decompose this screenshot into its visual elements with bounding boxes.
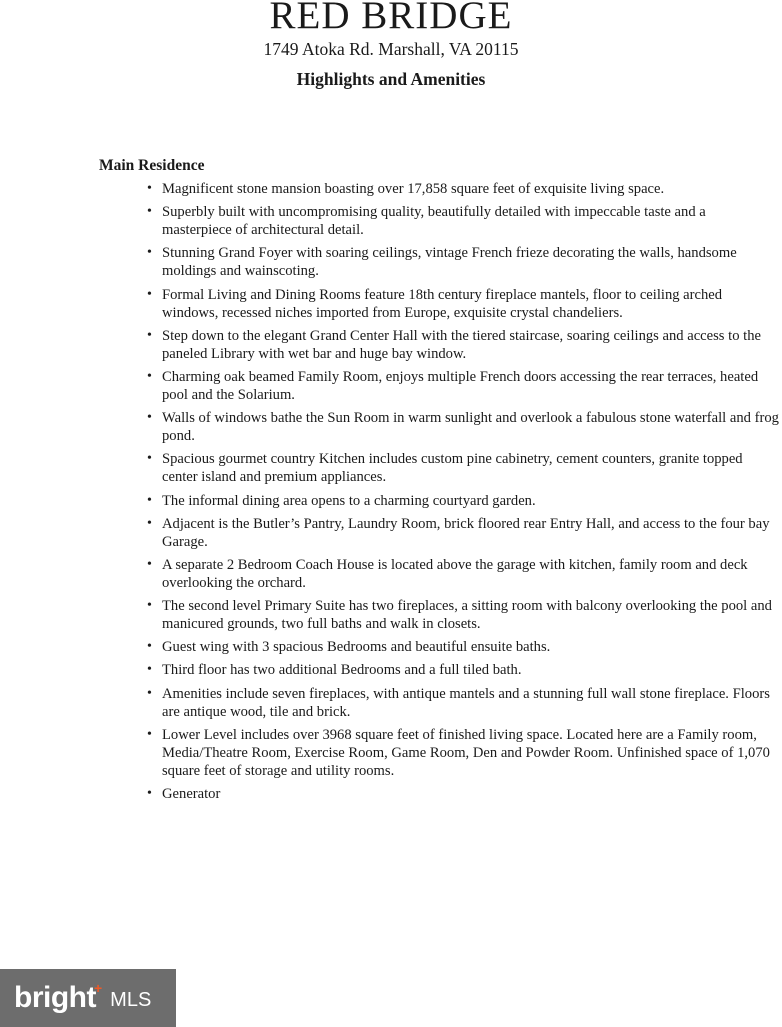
list-item bbox=[147, 638, 779, 656]
list-item-text: Magnificent stone mansion boasting over 17,858 square feet of exquisite living space. bbox=[162, 181, 665, 197]
list-item bbox=[147, 327, 779, 363]
bullet-icon: • bbox=[147, 327, 152, 343]
list-item-text: Guest wing with 3 spacious Bedrooms and beautiful ensuite baths. bbox=[162, 639, 551, 656]
list-item-text: Generator bbox=[162, 786, 221, 802]
list-item-text: Walls of windows bathe the Sun Room in warm sunlight and overlook a fabulous stone waterfall and frog pond. bbox=[162, 410, 779, 445]
list-item bbox=[147, 661, 779, 679]
list-item-text: Adjacent is the Butler’s Pantry, Laundry Room, brick floored rear Entry Hall, and access to the four bay Garage. bbox=[162, 515, 770, 550]
list-item-text: Step down to the elegant Grand Center Hall with the tiered staircase, soaring ceilings and access to the paneled Library with wet bar and huge bay window. bbox=[162, 327, 761, 362]
logo-brand-text: bright bbox=[14, 981, 96, 1014]
list-item-text: Superbly built with uncompromising quality, beautifully detailed with impeccable taste and a masterpiece of architectural detail. bbox=[162, 204, 706, 239]
document-subtitle: Highlights and Amenities bbox=[296, 69, 486, 89]
list-item bbox=[147, 180, 779, 198]
list-item bbox=[147, 368, 779, 404]
bullet-icon: • bbox=[147, 598, 152, 614]
bullet-icon: • bbox=[147, 492, 152, 508]
list-item-text: Lower Level includes over 3968 square feet of finished living space. Located here are a Family room, Media/Theatre Room, Exercise Room, Game Room, Den and Powder Room. Unfinished space of 1,070 square feet of storage and utility rooms. bbox=[162, 726, 770, 779]
list-item bbox=[147, 785, 779, 803]
list-item-text: Third floor has two additional Bedrooms and a full tiled bath. bbox=[162, 662, 522, 679]
list-item-text: The second level Primary Suite has two fireplaces, a sitting room with balcony overlooking the pool and manicured grounds, two full baths and walk in closets. bbox=[162, 598, 772, 633]
list-item bbox=[147, 726, 779, 780]
list-item bbox=[147, 492, 779, 510]
list-item-text: Charming oak beamed Family Room, enjoys multiple French doors accessing the rear terraces, heated pool and the Solarium. bbox=[162, 368, 759, 403]
document-title: RED BRIDGE bbox=[269, 0, 513, 37]
list-item bbox=[147, 597, 779, 633]
bullet-icon: • bbox=[147, 662, 152, 678]
list-item bbox=[147, 685, 779, 721]
list-item-text: The informal dining area opens to a charming courtyard garden. bbox=[162, 492, 536, 509]
bullet-icon: • bbox=[147, 451, 152, 467]
property-address: 1749 Atoka Rd. Marshall, VA 20115 bbox=[263, 39, 519, 59]
list-item bbox=[147, 203, 779, 239]
highlights-list bbox=[147, 180, 779, 808]
section-heading: Main Residence bbox=[99, 157, 205, 174]
list-item-text: Spacious gourmet country Kitchen includes custom pine cabinetry, cement counters, granite topped center island and premium appliances. bbox=[162, 451, 743, 486]
bullet-icon: • bbox=[147, 515, 152, 531]
bullet-icon: • bbox=[147, 685, 152, 701]
bullet-icon: • bbox=[147, 639, 152, 655]
plus-icon: + bbox=[93, 980, 103, 996]
logo-suffix-text: MLS bbox=[110, 989, 152, 1011]
list-item bbox=[147, 556, 779, 592]
bullet-icon: • bbox=[147, 286, 152, 302]
list-item bbox=[147, 515, 779, 551]
bullet-icon: • bbox=[147, 726, 152, 742]
bullet-icon: • bbox=[147, 204, 152, 220]
bullet-icon: • bbox=[147, 368, 152, 384]
list-item bbox=[147, 286, 779, 322]
bullet-icon: • bbox=[147, 181, 152, 196]
list-item bbox=[147, 244, 779, 280]
list-item-text: A separate 2 Bedroom Coach House is located above the garage with kitchen, family room and deck overlooking the orchard. bbox=[162, 556, 748, 591]
list-item-text: Formal Living and Dining Rooms feature 18th century fireplace mantels, floor to ceiling arched windows, recessed niches imported from Europe, exquisite crystal chandeliers. bbox=[162, 286, 723, 321]
bright-mls-logo bbox=[0, 969, 176, 1027]
bullet-icon: • bbox=[147, 245, 152, 261]
list-item bbox=[147, 450, 779, 486]
bullet-icon: • bbox=[147, 410, 152, 426]
list-item bbox=[147, 409, 779, 445]
list-item-text: Amenities include seven fireplaces, with antique mantels and a stunning full wall stone fireplace. Floors are antique wood, tile and brick. bbox=[162, 685, 770, 720]
bullet-icon: • bbox=[147, 786, 152, 801]
bullet-icon: • bbox=[147, 556, 152, 572]
list-item-text: Stunning Grand Foyer with soaring ceilings, vintage French frieze decorating the walls, handsome moldings and wainscoting. bbox=[162, 245, 737, 280]
